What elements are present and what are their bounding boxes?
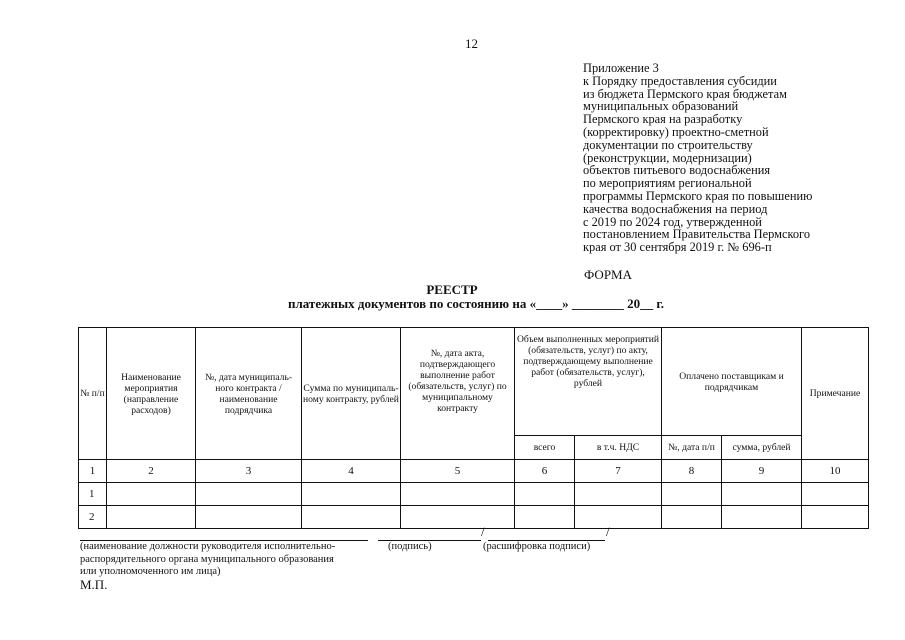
appendix-line: (корректировку) проектно-сметной — [583, 124, 769, 139]
appendix-line: по мероприятиям региональной — [583, 176, 752, 191]
appendix-line: документации по строительству — [583, 137, 753, 152]
appendix-line: качества водоснабжения на период — [583, 201, 768, 216]
table-cell — [802, 483, 869, 506]
appendix-line: программы Пермского края по повышению — [583, 188, 813, 203]
registry-subtitle: платежных документов по состоянию на «____» ________ 20__ г. — [287, 296, 665, 311]
table-cell — [107, 483, 196, 506]
appendix-line: края от 30 сентября 2019 г. № 696-п — [583, 240, 772, 255]
header-row — [79, 328, 869, 436]
appendix-line: Приложение 3 — [583, 61, 659, 75]
column-number: 1 — [79, 460, 107, 483]
column-number: 6 — [515, 460, 575, 483]
header-volume: Объем выполненных мероприятий (обязательств, услуг) по акту, подтверждающему выполнение работ (обязательств, услуг), рублей — [515, 328, 662, 436]
column-number: 3 — [196, 460, 302, 483]
position-caption — [80, 541, 335, 579]
table-cell — [662, 483, 722, 506]
header-contract: №, дата муниципаль- ного контракта / наименование подрядчика — [196, 328, 302, 460]
table-cell — [515, 506, 575, 529]
table-cell — [662, 506, 722, 529]
appendix-line: с 2019 по 2024 год, утвержденной — [583, 214, 762, 229]
table-cell — [196, 506, 302, 529]
decryption-slash: / — [606, 524, 610, 539]
appendix-line: к Порядку предоставления субсидии — [583, 73, 777, 88]
appendix-line: муниципальных образований — [583, 99, 739, 114]
table-row — [79, 506, 869, 529]
table-cell: 1 — [79, 483, 107, 506]
table-row — [79, 483, 869, 506]
table-cell — [515, 483, 575, 506]
header-act: №, дата акта, подтверждающего выполнение работ (обязательств, услуг) по муниципальному контракту — [401, 328, 515, 460]
header-paid-sum: сумма, рублей — [722, 436, 802, 460]
header-note: Примечание — [802, 328, 869, 460]
table-cell — [107, 506, 196, 529]
table-cell — [196, 483, 302, 506]
table-cell: 2 — [79, 506, 107, 529]
column-number: 9 — [722, 460, 802, 483]
position-caption-line: или уполномоченного им лица) — [80, 566, 221, 577]
registry-table — [78, 327, 869, 529]
table-cell — [302, 483, 401, 506]
header-num: № п/п — [79, 328, 107, 460]
appendix-line: Пермского края на разработку — [583, 112, 743, 127]
header-paid-num-date: №, дата п/п — [662, 436, 722, 460]
column-number: 5 — [401, 460, 515, 483]
header-event-name: Наименование мероприятия (направление расходов) — [107, 328, 196, 460]
stamp-place: М.П. — [80, 577, 108, 592]
position-caption-line: распорядительного органа муниципального образования — [80, 553, 334, 565]
signature-slash: / — [481, 524, 485, 539]
column-number: 8 — [662, 460, 722, 483]
header-volume-total: всего — [515, 436, 575, 460]
header-volume-vat: в т.ч. НДС — [575, 436, 662, 460]
table-cell — [575, 483, 662, 506]
appendix-line: из бюджета Пермского края бюджетам — [583, 86, 787, 101]
table-cell — [722, 506, 802, 529]
appendix-line: (реконструкции, модернизации) — [583, 150, 752, 165]
table-cell — [302, 506, 401, 529]
header-sum: Сумма по муниципаль- ному контракту, рублей — [302, 328, 401, 460]
form-label: ФОРМА — [584, 267, 632, 282]
column-numbers-row — [79, 460, 869, 483]
page-number: 12 — [465, 36, 478, 51]
position-caption-line: (наименование должности руководителя исполнительно- — [80, 541, 336, 552]
table-cell — [802, 506, 869, 529]
appendix-line: объектов питьевого водоснабжения — [583, 163, 771, 178]
signature-caption: (подпись) — [388, 541, 432, 552]
column-number: 2 — [107, 460, 196, 483]
column-number: 10 — [802, 460, 869, 483]
table-cell — [575, 506, 662, 529]
header-paid: Оплачено поставщикам и подрядчикам — [662, 328, 802, 436]
appendix-note — [583, 62, 883, 254]
table-cell — [401, 506, 515, 529]
column-number: 7 — [575, 460, 662, 483]
decryption-caption: (расшифровка подписи) — [483, 541, 591, 552]
registry-title: РЕЕСТР — [426, 282, 478, 297]
column-number: 4 — [302, 460, 401, 483]
table-cell — [722, 483, 802, 506]
appendix-line: постановлением Правительства Пермского — [583, 227, 811, 242]
table-cell — [401, 483, 515, 506]
